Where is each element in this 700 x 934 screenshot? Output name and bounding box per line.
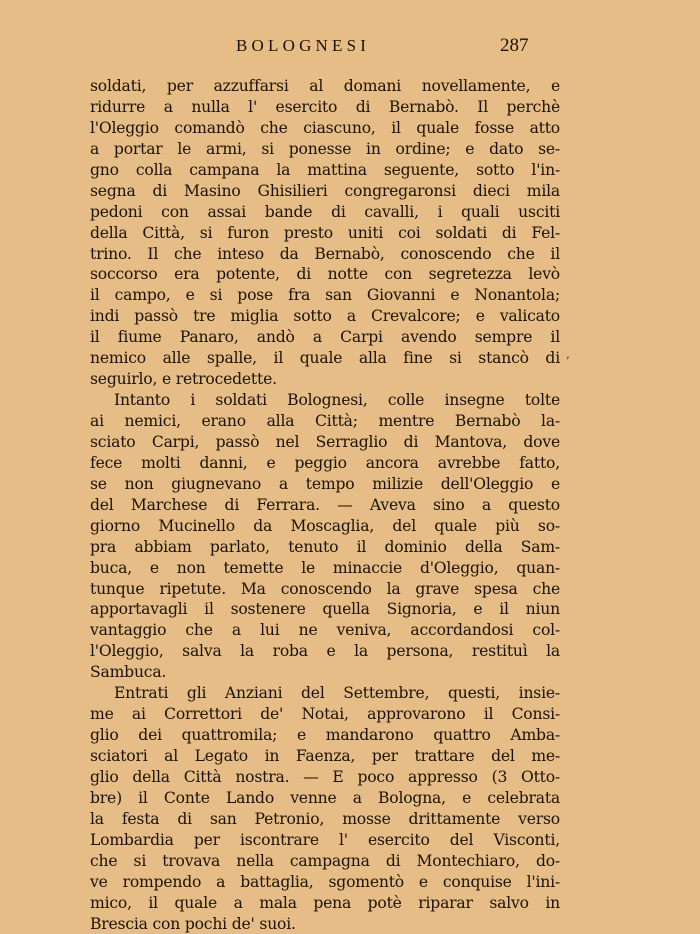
margin-mark: , bbox=[566, 347, 570, 361]
text-line: soccorso era potente, di notte con segretezza levò bbox=[90, 265, 560, 284]
text-line: il fiume Panaro, andò a Carpi avendo sempre il bbox=[90, 328, 560, 347]
text-line: ridurre a nulla l' esercito di Bernabò. Il perchè bbox=[90, 97, 560, 116]
text-line: vantaggio che a lui ne veniva, accordandosi col- bbox=[90, 621, 560, 640]
text-line: me ai Correttori de' Notai, approvarono il Consi- bbox=[90, 705, 560, 724]
text-line: la festa di san Petronio, mosse drittamente verso bbox=[90, 809, 560, 828]
text-line: soldati, per azzuffarsi al domani novellamente, e bbox=[90, 77, 560, 95]
text-line: Sambuca. bbox=[90, 663, 167, 682]
text-line: trino. Il che inteso da Bernabò, conoscendo che il bbox=[90, 244, 560, 263]
text-line: bre) il Conte Lando venne a Bologna, e celebrata bbox=[90, 788, 560, 807]
text-line: nemico alle spalle, il quale alla fine si stancò di bbox=[90, 349, 560, 368]
text-line: apportavagli il sostenere quella Signoria, e il niun bbox=[90, 600, 560, 619]
text-line: seguirlo, e retrocedette. bbox=[90, 370, 277, 389]
text-line: segna di Masino Ghisilieri congregaronsi dieci mila bbox=[90, 181, 560, 200]
body-text bbox=[90, 76, 560, 934]
text-line: Intanto i soldati Bolognesi, colle insegne tolte bbox=[114, 391, 560, 410]
text-line: giorno Mucinello da Moscaglia, del quale più so- bbox=[90, 516, 560, 535]
text-line: del Marchese di Ferrara. — Aveva sino a questo bbox=[90, 495, 560, 514]
text-line: Entrati gli Anziani del Settembre, questi, insie- bbox=[114, 684, 560, 703]
text-line: ve rompendo a battaglia, sgomentò e conquise l'ini- bbox=[90, 872, 560, 891]
text-line: sciato Carpi, passò nel Serraglio di Mantova, dove bbox=[90, 432, 560, 451]
text-line: glio dei quattromila; e mandarono quattro Amba- bbox=[90, 726, 560, 745]
text-line: indi passò tre miglia sotto a Crevalcore; e valicato bbox=[90, 307, 560, 326]
text-line: pedoni con assai bande di cavalli, i quali usciti bbox=[90, 202, 560, 221]
text-line: Lombardia per iscontrare l' esercito del Visconti, bbox=[90, 830, 560, 849]
text-line: a portar le armi, si ponesse in ordine; e dato se- bbox=[90, 139, 560, 158]
running-header-title: BOLOGNESI bbox=[236, 36, 371, 55]
text-line: fece molti danni, e peggio ancora avrebbe fatto, bbox=[90, 453, 560, 472]
text-line: glio della Città nostra. — E poco appresso (3 Otto- bbox=[90, 767, 560, 786]
page-number: 287 bbox=[500, 35, 529, 56]
text-line: ai nemici, erano alla Città; mentre Bernabò la- bbox=[90, 412, 560, 430]
text-line: sciatori al Legato in Faenza, per trattare del me- bbox=[90, 747, 560, 765]
text-line: tunque ripetute. Ma conoscendo la grave spesa che bbox=[90, 579, 560, 598]
text-line: mico, il quale a mala pena potè riparar salvo in bbox=[90, 893, 560, 912]
text-line: il campo, e si pose fra san Giovanni e Nonantola; bbox=[90, 286, 560, 305]
text-line: gno colla campana la mattina seguente, sotto l'in- bbox=[90, 160, 560, 179]
text-line: buca, e non temette le minaccie d'Oleggio, quan- bbox=[90, 558, 560, 577]
text-line: Brescia con pochi de' suoi. bbox=[90, 914, 296, 933]
text-line: della Città, si furon presto uniti coi soldati di Fel- bbox=[90, 223, 560, 242]
text-line: se non giugnevano a tempo milizie dell'Oleggio e bbox=[90, 474, 560, 493]
text-line: l'Oleggio comandò che ciascuno, il quale fosse atto bbox=[90, 118, 560, 137]
text-line: l'Oleggio, salva la roba e la persona, restituì la bbox=[90, 642, 560, 661]
text-line: pra abbiam parlato, tenuto il dominio della Sam- bbox=[90, 537, 560, 556]
text-line: che si trovava nella campagna di Montechiaro, do- bbox=[90, 851, 560, 870]
